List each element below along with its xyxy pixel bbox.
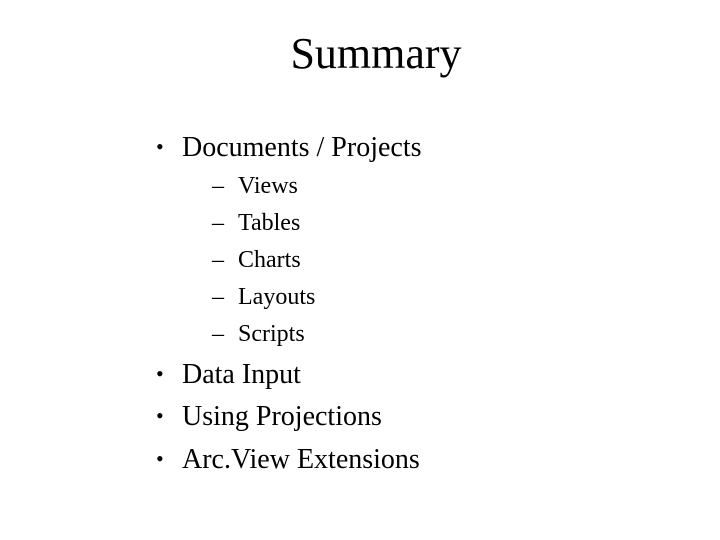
- sub-item-views: [212, 172, 298, 200]
- dash-icon: –: [212, 210, 224, 236]
- bullet-icon: •: [156, 446, 164, 471]
- bullet-item-data-input: [156, 357, 301, 392]
- dash-icon: –: [212, 284, 224, 310]
- sub-item-scripts: [212, 320, 305, 348]
- sub-item-label: Scripts: [238, 321, 305, 347]
- sub-item-label: Views: [238, 173, 298, 199]
- sub-item-tables: [212, 209, 300, 237]
- bullet-icon: •: [156, 134, 164, 159]
- bullet-icon: •: [156, 361, 164, 386]
- bullet-label: Using Projections: [182, 401, 382, 432]
- sub-item-charts: [212, 246, 301, 274]
- slide-title: Summary: [290, 29, 462, 78]
- bullet-label: Arc.View Extensions: [182, 444, 420, 475]
- dash-icon: –: [212, 173, 224, 199]
- bullet-icon: •: [156, 403, 164, 428]
- sub-item-label: Tables: [238, 210, 301, 236]
- bullet-label: Data Input: [182, 359, 301, 390]
- bullet-item-arcview-extensions: [156, 442, 420, 477]
- dash-icon: –: [212, 321, 224, 347]
- sub-item-label: Layouts: [238, 284, 316, 310]
- bullet-item-using-projections: [156, 399, 382, 434]
- bullet-item-documents-projects: [156, 130, 422, 165]
- bullet-label: Documents / Projects: [182, 132, 422, 163]
- sub-item-label: Charts: [238, 247, 301, 273]
- sub-item-layouts: [212, 283, 315, 311]
- dash-icon: –: [212, 247, 224, 273]
